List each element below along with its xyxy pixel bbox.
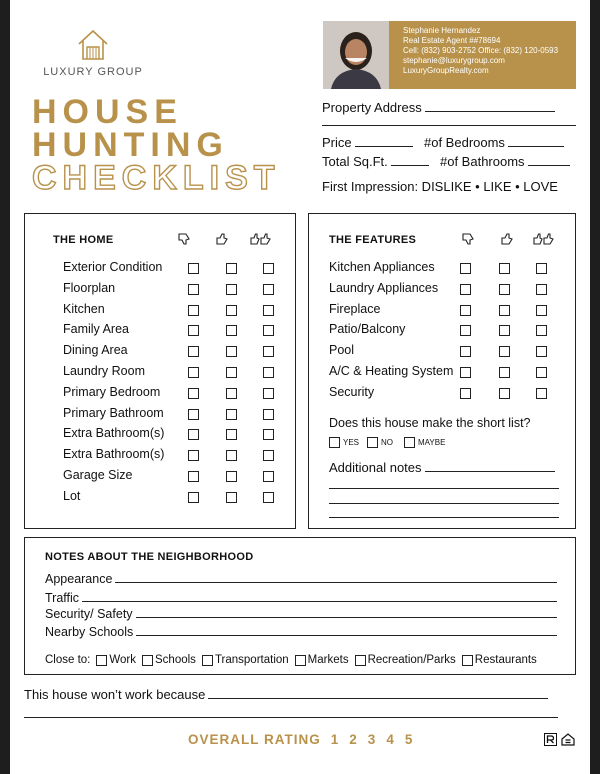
- home-row: [25, 425, 295, 445]
- dislike-checkbox[interactable]: [460, 305, 471, 316]
- home-item-label: Extra Bathroom(s): [63, 426, 165, 441]
- dislike-checkbox[interactable]: [188, 429, 199, 440]
- neighborhood-section: [24, 537, 576, 675]
- features-section: [308, 213, 576, 529]
- love-checkbox[interactable]: [536, 263, 547, 274]
- close-to-recreation-parks[interactable]: [355, 654, 456, 666]
- work-checkbox[interactable]: [96, 655, 107, 666]
- love-checkbox[interactable]: [263, 367, 274, 378]
- features-row: [309, 259, 575, 279]
- home-row: [25, 467, 295, 487]
- option-maybe[interactable]: [404, 437, 445, 448]
- close-to-work[interactable]: [96, 654, 136, 666]
- like-checkbox[interactable]: [226, 429, 237, 440]
- dislike-checkbox[interactable]: [460, 325, 471, 336]
- recreation-parks-label: Recreation/Parks: [367, 654, 456, 666]
- love-checkbox[interactable]: [263, 346, 274, 357]
- maybe-label: MAYBE: [418, 438, 446, 447]
- home-section: [24, 213, 296, 529]
- home-row: [25, 446, 295, 466]
- features-item-label: Fireplace: [329, 301, 381, 316]
- dislike-checkbox[interactable]: [188, 492, 199, 503]
- property-address-label: Property Address: [322, 100, 422, 115]
- wont-work-line-2[interactable]: [24, 717, 558, 718]
- dislike-checkbox[interactable]: [460, 284, 471, 295]
- agent-phones: Cell: (832) 903-2752 Office: (832) 120-0593: [403, 46, 559, 55]
- close-to-schools[interactable]: [142, 654, 196, 666]
- thumbs-down-icon: [461, 232, 475, 251]
- like-checkbox[interactable]: [226, 471, 237, 482]
- brand-logo: [38, 28, 148, 78]
- features-row: [309, 363, 575, 383]
- rating-2[interactable]: 2: [349, 732, 358, 747]
- home-item-label: Primary Bedroom: [63, 384, 161, 399]
- features-row: [309, 342, 575, 362]
- sqft-label: Total Sq.Ft.: [322, 154, 388, 169]
- love-checkbox[interactable]: [536, 388, 547, 399]
- agent-website[interactable]: LuxuryGroupRealty.com: [403, 66, 489, 75]
- like-checkbox[interactable]: [226, 346, 237, 357]
- traffic-field[interactable]: [45, 591, 557, 605]
- thumbs-down-icon: [177, 232, 191, 251]
- agent-name: Stephanie Hernandez: [403, 26, 481, 35]
- love-checkbox[interactable]: [263, 325, 274, 336]
- close-to-transportation[interactable]: [202, 654, 289, 666]
- love-checkbox[interactable]: [263, 305, 274, 316]
- additional-notes-field[interactable]: [329, 460, 555, 475]
- neighborhood-title: NOTES ABOUT THE NEIGHBORHOOD: [45, 551, 254, 563]
- rating-1[interactable]: 1: [330, 732, 340, 747]
- home-row: [25, 363, 295, 383]
- title-line-1: HOUSE: [32, 93, 183, 131]
- traffic-label: Traffic: [45, 591, 80, 605]
- features-item-label: Security: [329, 384, 375, 399]
- no-checkbox[interactable]: [367, 437, 378, 448]
- nearby-schools-label: Nearby Schools: [45, 625, 134, 639]
- home-row: [25, 301, 295, 321]
- rating-4[interactable]: 4: [386, 732, 395, 747]
- like-checkbox[interactable]: [226, 284, 237, 295]
- wont-work-field[interactable]: [24, 687, 548, 702]
- love-checkbox[interactable]: [536, 346, 547, 357]
- dislike-checkbox[interactable]: [460, 263, 471, 274]
- love-checkbox[interactable]: [263, 263, 274, 274]
- dislike-checkbox[interactable]: [460, 388, 471, 399]
- like-checkbox[interactable]: [226, 305, 237, 316]
- option-yes[interactable]: [329, 437, 359, 448]
- bedrooms-field[interactable]: [424, 135, 564, 150]
- love-checkbox[interactable]: [536, 367, 547, 378]
- features-row: [309, 301, 575, 321]
- wont-work-label: This house won’t work because: [24, 687, 206, 702]
- love-checkbox[interactable]: [263, 409, 274, 420]
- home-row: [25, 384, 295, 404]
- home-item-label: Kitchen: [63, 301, 105, 316]
- love-checkbox[interactable]: [536, 325, 547, 336]
- bathrooms-label: #of Bathrooms: [440, 154, 525, 169]
- bathrooms-field[interactable]: [440, 154, 570, 169]
- features-row: [309, 280, 575, 300]
- home-item-label: Lot: [63, 488, 81, 503]
- home-row: [25, 342, 295, 362]
- footer-logos: [544, 733, 575, 746]
- nearby-schools-field[interactable]: [45, 625, 557, 639]
- bedrooms-label: #of Bedrooms: [424, 135, 505, 150]
- realtor-icon: [544, 733, 557, 746]
- notes-line-1[interactable]: [329, 488, 559, 489]
- like-checkbox[interactable]: [226, 325, 237, 336]
- love-checkbox[interactable]: [536, 305, 547, 316]
- appearance-label: Appearance: [45, 572, 113, 586]
- restaurants-checkbox[interactable]: [462, 655, 473, 666]
- dislike-checkbox[interactable]: [188, 346, 199, 357]
- features-item-label: Laundry Appliances: [329, 280, 439, 295]
- yes-label: YES: [343, 438, 360, 447]
- like-checkbox[interactable]: [226, 367, 237, 378]
- dislike-checkbox[interactable]: [188, 388, 199, 399]
- like-checkbox[interactable]: [226, 492, 237, 503]
- like-checkbox[interactable]: [499, 305, 510, 316]
- like-checkbox[interactable]: [226, 263, 237, 274]
- price-field[interactable]: [322, 135, 413, 150]
- home-row: [25, 280, 295, 300]
- like-checkbox[interactable]: [499, 325, 510, 336]
- dislike-checkbox[interactable]: [460, 346, 471, 357]
- markets-label: Markets: [307, 654, 349, 666]
- notes-line-2[interactable]: [329, 503, 559, 504]
- dislike-checkbox[interactable]: [188, 367, 199, 378]
- agent-title: Real Estate Agent ##78694: [403, 36, 501, 45]
- dislike-checkbox[interactable]: [460, 367, 471, 378]
- dislike-checkbox[interactable]: [188, 450, 199, 461]
- transportation-label: Transportation: [214, 654, 289, 666]
- option-no[interactable]: [367, 437, 393, 448]
- maybe-checkbox[interactable]: [404, 437, 415, 448]
- double-thumbs-up-icon: [533, 232, 555, 251]
- love-checkbox[interactable]: [263, 388, 274, 399]
- dislike-checkbox[interactable]: [188, 284, 199, 295]
- love-checkbox[interactable]: [263, 471, 274, 482]
- close-to-markets[interactable]: [295, 654, 349, 666]
- security-safety-field[interactable]: [45, 607, 557, 621]
- security-safety-label: Security/ Safety: [45, 607, 133, 621]
- restaurants-label: Restaurants: [474, 654, 537, 666]
- thumbs-up-icon: [215, 232, 229, 251]
- like-checkbox[interactable]: [499, 263, 510, 274]
- schools-checkbox[interactable]: [142, 655, 153, 666]
- overall-rating: [188, 732, 413, 747]
- overall-rating-label: OVERALL RATING: [188, 732, 321, 747]
- transportation-checkbox[interactable]: [202, 655, 213, 666]
- love-checkbox[interactable]: [263, 450, 274, 461]
- no-label: NO: [381, 438, 393, 447]
- agent-photo: [323, 21, 389, 89]
- close-to-row: [45, 654, 537, 666]
- rating-3[interactable]: 3: [367, 732, 377, 747]
- markets-checkbox[interactable]: [295, 655, 306, 666]
- checklist-sheet: [10, 0, 590, 774]
- like-checkbox[interactable]: [499, 346, 510, 357]
- home-title: THE HOME: [53, 234, 114, 246]
- home-item-label: Garage Size: [63, 468, 133, 482]
- like-checkbox[interactable]: [226, 409, 237, 420]
- home-item-label: Family Area: [63, 322, 129, 337]
- price-label: Price: [322, 135, 352, 150]
- home-row: [25, 488, 295, 508]
- dislike-checkbox[interactable]: [188, 325, 199, 336]
- home-item-label: Extra Bathroom(s): [63, 447, 165, 462]
- property-address-field[interactable]: [322, 100, 555, 115]
- sqft-field[interactable]: [322, 154, 429, 169]
- like-checkbox[interactable]: [499, 284, 510, 295]
- home-item-label: Laundry Room: [63, 364, 145, 378]
- like-checkbox[interactable]: [499, 367, 510, 378]
- home-item-label: Exterior Condition: [63, 260, 163, 274]
- features-row: [309, 384, 575, 404]
- dislike-checkbox[interactable]: [188, 305, 199, 316]
- home-row: [25, 259, 295, 279]
- recreation-parks-checkbox[interactable]: [355, 655, 366, 666]
- house-logo-icon: [76, 28, 110, 62]
- love-checkbox[interactable]: [263, 284, 274, 295]
- dislike-checkbox[interactable]: [188, 409, 199, 420]
- first-impression: First Impression: DISLIKE • LIKE • LOVE: [322, 179, 558, 194]
- dislike-checkbox[interactable]: [188, 471, 199, 482]
- agent-contact-card: [389, 21, 576, 89]
- features-row: [309, 321, 575, 341]
- address-line-2[interactable]: [322, 125, 576, 126]
- like-checkbox[interactable]: [499, 388, 510, 399]
- features-item-label: A/C & Heating System: [329, 364, 454, 378]
- close-to-restaurants[interactable]: [462, 654, 537, 666]
- like-checkbox[interactable]: [226, 388, 237, 399]
- equal-housing-icon: [561, 733, 575, 746]
- schools-label: Schools: [155, 654, 196, 666]
- thumbs-up-icon: [500, 232, 514, 251]
- double-thumbs-up-icon: [250, 232, 272, 251]
- features-item-label: Patio/Balcony: [329, 322, 406, 337]
- close-to-label: Close to:: [45, 654, 91, 666]
- love-checkbox[interactable]: [263, 492, 274, 503]
- features-item-label: Kitchen Appliances: [329, 260, 435, 274]
- appearance-field[interactable]: [45, 572, 557, 586]
- yes-checkbox[interactable]: [329, 437, 340, 448]
- title-line-3: CHECKLIST: [32, 159, 281, 197]
- title-line-2: HUNTING: [32, 126, 229, 164]
- work-label: Work: [109, 654, 137, 666]
- like-checkbox[interactable]: [226, 450, 237, 461]
- brand-name: LUXURY GROUP: [43, 66, 143, 78]
- home-row: [25, 405, 295, 425]
- short-list-question: Does this house make the short list?: [329, 416, 531, 430]
- love-checkbox[interactable]: [536, 284, 547, 295]
- home-item-label: Dining Area: [63, 343, 128, 358]
- home-item-label: Primary Bathroom: [63, 405, 164, 420]
- rating-5[interactable]: 5: [404, 732, 414, 747]
- features-title: THE FEATURES: [329, 234, 417, 246]
- dislike-checkbox[interactable]: [188, 263, 199, 274]
- home-item-label: Floorplan: [63, 280, 116, 295]
- home-row: [25, 321, 295, 341]
- notes-line-3[interactable]: [329, 517, 559, 518]
- features-item-label: Pool: [329, 343, 355, 358]
- love-checkbox[interactable]: [263, 429, 274, 440]
- additional-notes-label: Additional notes: [329, 460, 422, 475]
- agent-email[interactable]: stephanie@luxurygroup.com: [403, 56, 505, 65]
